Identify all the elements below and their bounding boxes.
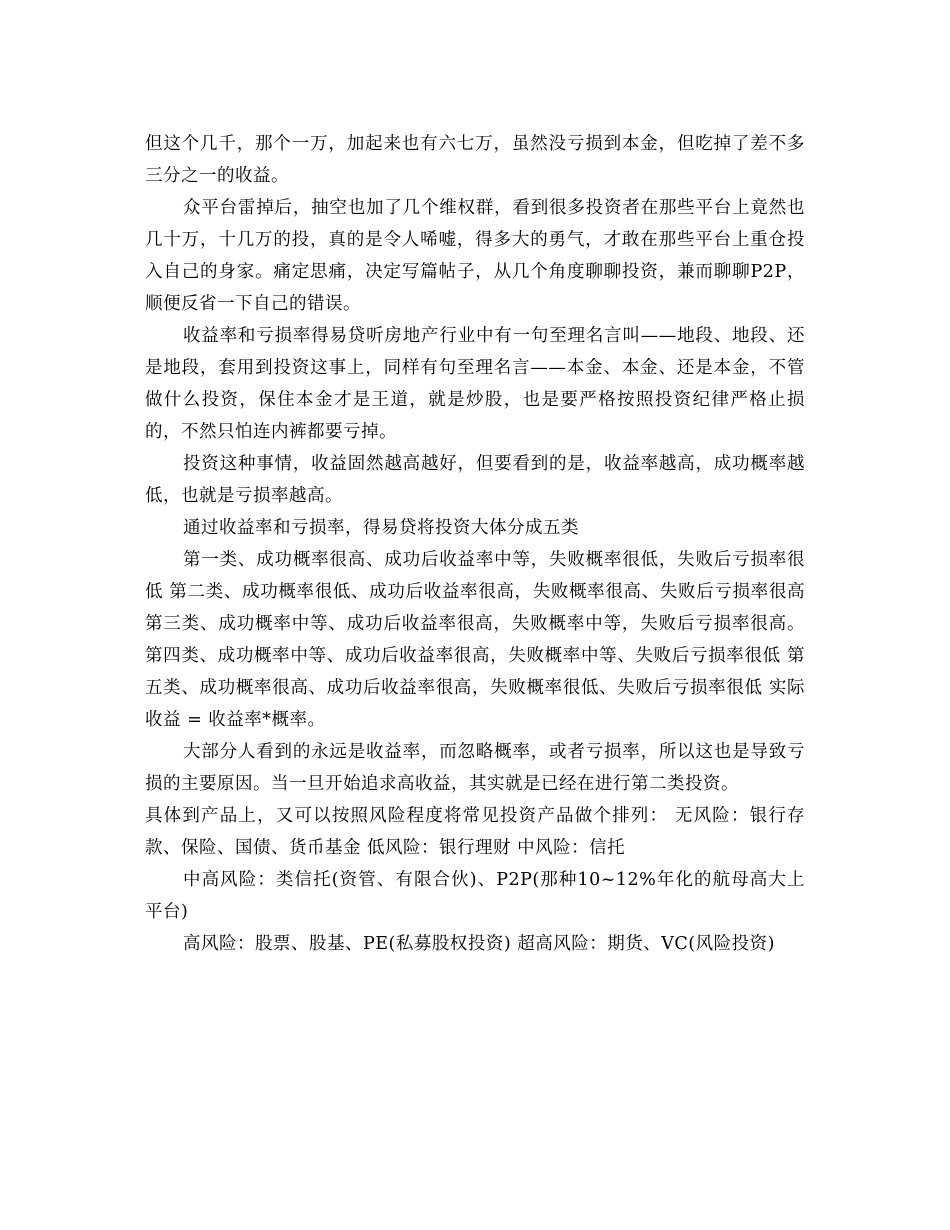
paragraph-2: 众平台雷掉后，抽空也加了几个维权群，看到很多投资者在那些平台上竟然也几十万，十几万的投，真的是令人唏嘘，得多大的勇气，才敢在那些平台上重仓投入自己的身家。痛定思痛，决定写篇帖子，从几个角度聊聊投资，兼而聊聊P2P，顺便反省一下自己的错误。 — [145, 198, 805, 314]
paragraph-7: 大部分人看到的永远是收益率，而忽略概率，或者亏损率，所以这也是导致亏损的主要原因。当一旦开始追求高收益，其实就是已经在进行第二类投资。 — [145, 742, 805, 794]
paragraph-1: 但这个几千，那个一万，加起来也有六七万，虽然没亏损到本金，但吃掉了差不多三分之一的收益。 — [145, 134, 805, 186]
paragraph-5: 通过收益率和亏损率，得易贷将投资大体分成五类 — [183, 518, 579, 538]
paragraph-3: 收益率和亏损率得易贷听房地产行业中有一句至理名言叫——地段、地段、还是地段，套用到投资这事上，同样有句至理名言——本金、本金、还是本金，不管做什么投资，保住本金才是王道，就是炒股，也是要严格按照投资纪律严格止损的，不然只怕连内裤都要亏掉。 — [145, 326, 805, 442]
paragraph-9: 中高风险：类信托(资管、有限合伙)、P2P(那种10~12%年化的航母高大上平台) — [145, 870, 805, 922]
paragraph-10: 高风险：股票、股基、PE(私募股权投资) 超高风险：期货、VC(风险投资) — [183, 934, 775, 954]
document-body — [145, 128, 805, 960]
paragraph-8: 具体到产品上，又可以按照风险程度将常见投资产品做个排列： 无风险：银行存款、保险、国债、货币基金 低风险：银行理财 中风险：信托 — [145, 806, 805, 858]
paragraph-6: 第一类、成功概率很高、成功后收益率中等，失败概率很低，失败后亏损率很低 第二类、成功概率很低、成功后收益率很高，失败概率很高、失败后亏损率很高 第三类、成功概率中等、成功后收益率很高，失败概率中等，失败后亏损率很高。 第四类、成功概率中等、成功后收益率很高，失败概率中等、失败后亏损率很低 第五类、成功概率很高、成功后收益率很高，失败概率很低、失败后亏损率很低 实际收益 = 收益率*概率。 — [145, 550, 805, 730]
paragraph-4: 投资这种事情，收益固然越高越好，但要看到的是，收益率越高，成功概率越低，也就是亏损率越高。 — [145, 454, 805, 506]
